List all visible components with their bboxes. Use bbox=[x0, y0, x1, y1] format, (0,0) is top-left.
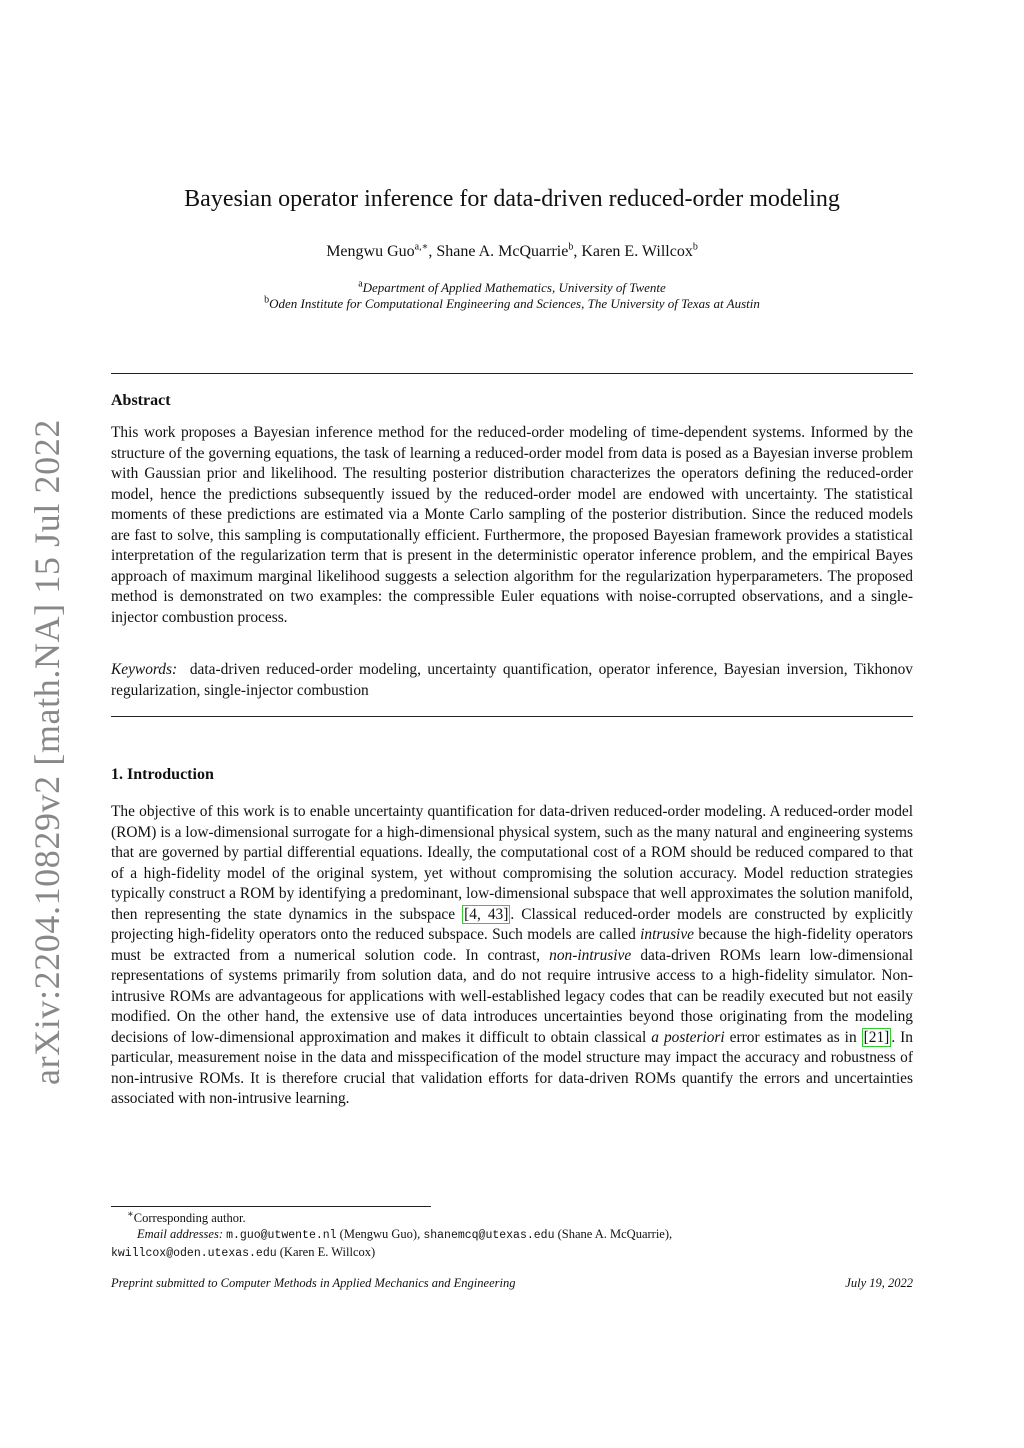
author-list: Mengwu Guo$^{a,∗}$, Shane A. McQuarrie$^b$, Karen E. Willcox$^b$ bbox=[326, 241, 698, 260]
intro-text: The objective of this work is to enable uncertainty quantification for data-driven reduced-order modeling. A reduced-order model (ROM) is a low-dimensional surrogate for a high-dimensional physical system, such as the many natural and engineering systems that are governed by partial differential equations. Ideally, the computational cost of a ROM should be reduced compared to that of a high-fidelity model of the original system, yet without compromising the solution accuracy. Model reduction strategies typically construct a ROM by identifying a predominant, low-dimensional subspace that well approximates the solution manifold, then representing the state dynamics in the subspace bbox=[111, 803, 913, 923]
section-heading: 1. Introduction bbox=[111, 766, 214, 783]
affiliation-mark: b bbox=[264, 294, 270, 306]
affiliation-text: Department of Applied Mathematics, University of Twente bbox=[362, 280, 666, 295]
affiliation-mark: a bbox=[358, 278, 363, 290]
abstract-top-rule bbox=[111, 373, 913, 374]
abstract-text: This work proposes a Bayesian inference method for the reduced-order modeling of time-dependent systems. Informed by the structure of the governing equations, the task of learning a reduced-order model from data is posed as a Bayesian inverse problem with Gaussian prior and likelihood. The resulting posterior distribution characterizes the operators defining the reduced-order model, hence the predictions subsequently issued by the reduced-order model are endowed with uncertainty. The statistical moments of these predictions are estimated via a Monte Carlo sampling of the posterior distribution. Since the reduced models are fast to solve, this sampling is computationally efficient. Furthermore, the proposed Bayesian framework provides a statistical interpretation of the regularization term that is present in the deterministic operator inference problem, and the empirical Bayes approach of maximum marginal likelihood suggests a selection algorithm for the regularization hyperparameters. The proposed method is demonstrated on two examples: the compressible Euler equations with noise-corrupted observations, and a single-injector combustion process. bbox=[111, 424, 913, 626]
email-owner: (Mengwu Guo), bbox=[339, 1227, 421, 1241]
author-affil-mark: b bbox=[692, 241, 698, 253]
email-owner: (Shane A. McQuarrie), bbox=[557, 1227, 673, 1241]
affiliation-text: Oden Institute for Computational Engineering and Sciences, The University of Texas at Austin bbox=[269, 296, 760, 311]
footer-journal: Preprint submitted to Computer Methods in Applied Mechanics and Engineering bbox=[111, 1276, 516, 1290]
intro-text: . Classical reduced-order models are constructed by explicitly projecting high-fidelity operators onto the reduced subspace. Such models are called bbox=[111, 905, 913, 943]
footnote-rule bbox=[111, 1206, 431, 1207]
paper-title: Bayesian operator inference for data-driven reduced-order modeling bbox=[184, 186, 840, 212]
intro-emphasis: a posteriori bbox=[651, 1028, 725, 1046]
abstract-heading: Abstract bbox=[111, 392, 171, 409]
intro-emphasis: non-intrusive bbox=[549, 946, 632, 964]
footnote-emails bbox=[111, 1226, 913, 1262]
intro-text: data-driven ROMs learn low-dimensional representations of systems primarily from solution data, and do not require intrusive access to a high-fidelity simulator. Non-intrusive ROMs are advantageous for applications with well-established legacy codes that can be readily executed but not easily modified. On the other hand, the extensive use of data introduces uncertainties beyond those originating from the modeling decisions of low-dimensional approximation and makes it difficult to obtain classical bbox=[111, 946, 913, 1046]
keywords-text: data-driven reduced-order modeling, uncertainty quantification, operator inference, Bayesian inversion, Tikhonov regularization, single-injector combustion bbox=[111, 661, 913, 699]
intro-text: because the high-fidelity operators must be extracted from a numerical solution code. In contrast, bbox=[111, 926, 913, 964]
email-owner: (Karen E. Willcox) bbox=[279, 1245, 376, 1259]
footnote-mark: ∗ bbox=[127, 1208, 134, 1220]
author-name: Shane A. McQuarrie bbox=[436, 243, 569, 260]
keywords bbox=[111, 660, 913, 701]
email-link[interactable]: kwillcox@oden.utexas.edu bbox=[111, 1247, 277, 1260]
author-affil-mark: a,∗ bbox=[414, 241, 429, 253]
email-label: Email addresses: bbox=[137, 1227, 223, 1241]
email-link[interactable]: m.guo@utwente.nl bbox=[226, 1229, 337, 1242]
citation-link[interactable]: [4, 43] bbox=[464, 905, 509, 923]
author-name: Mengwu Guo bbox=[326, 243, 415, 260]
footer-date: July 19, 2022 bbox=[845, 1276, 913, 1290]
footnote-corresponding bbox=[111, 1210, 913, 1226]
affiliation bbox=[0, 280, 1024, 296]
email-link[interactable]: shanemcq@utexas.edu bbox=[423, 1229, 555, 1242]
intro-text: error estimates as in bbox=[724, 1028, 862, 1046]
author-name: Karen E. Willcox bbox=[581, 243, 693, 260]
intro-paragraph bbox=[111, 802, 913, 1110]
author-affil-mark: b bbox=[568, 241, 574, 253]
keywords-label: Keywords: bbox=[111, 661, 178, 678]
arxiv-stamp: arXiv:2204.10829v2 [math.NA] 15 Jul 2022 bbox=[27, 419, 67, 1085]
intro-text: . In particular, measurement noise in the data and misspecification of the model structure may impact the accuracy and robustness of non-intrusive ROMs. It is therefore crucial that validation efforts for data-driven ROMs quantify the errors and uncertainties associated with non-intrusive learning. bbox=[111, 1028, 913, 1107]
abstract-bottom-rule bbox=[111, 716, 913, 717]
citation-link[interactable]: [21] bbox=[863, 1028, 890, 1046]
intro-emphasis: intrusive bbox=[640, 926, 695, 943]
footnote-text: Corresponding author. bbox=[133, 1211, 246, 1225]
affiliation bbox=[0, 296, 1024, 312]
